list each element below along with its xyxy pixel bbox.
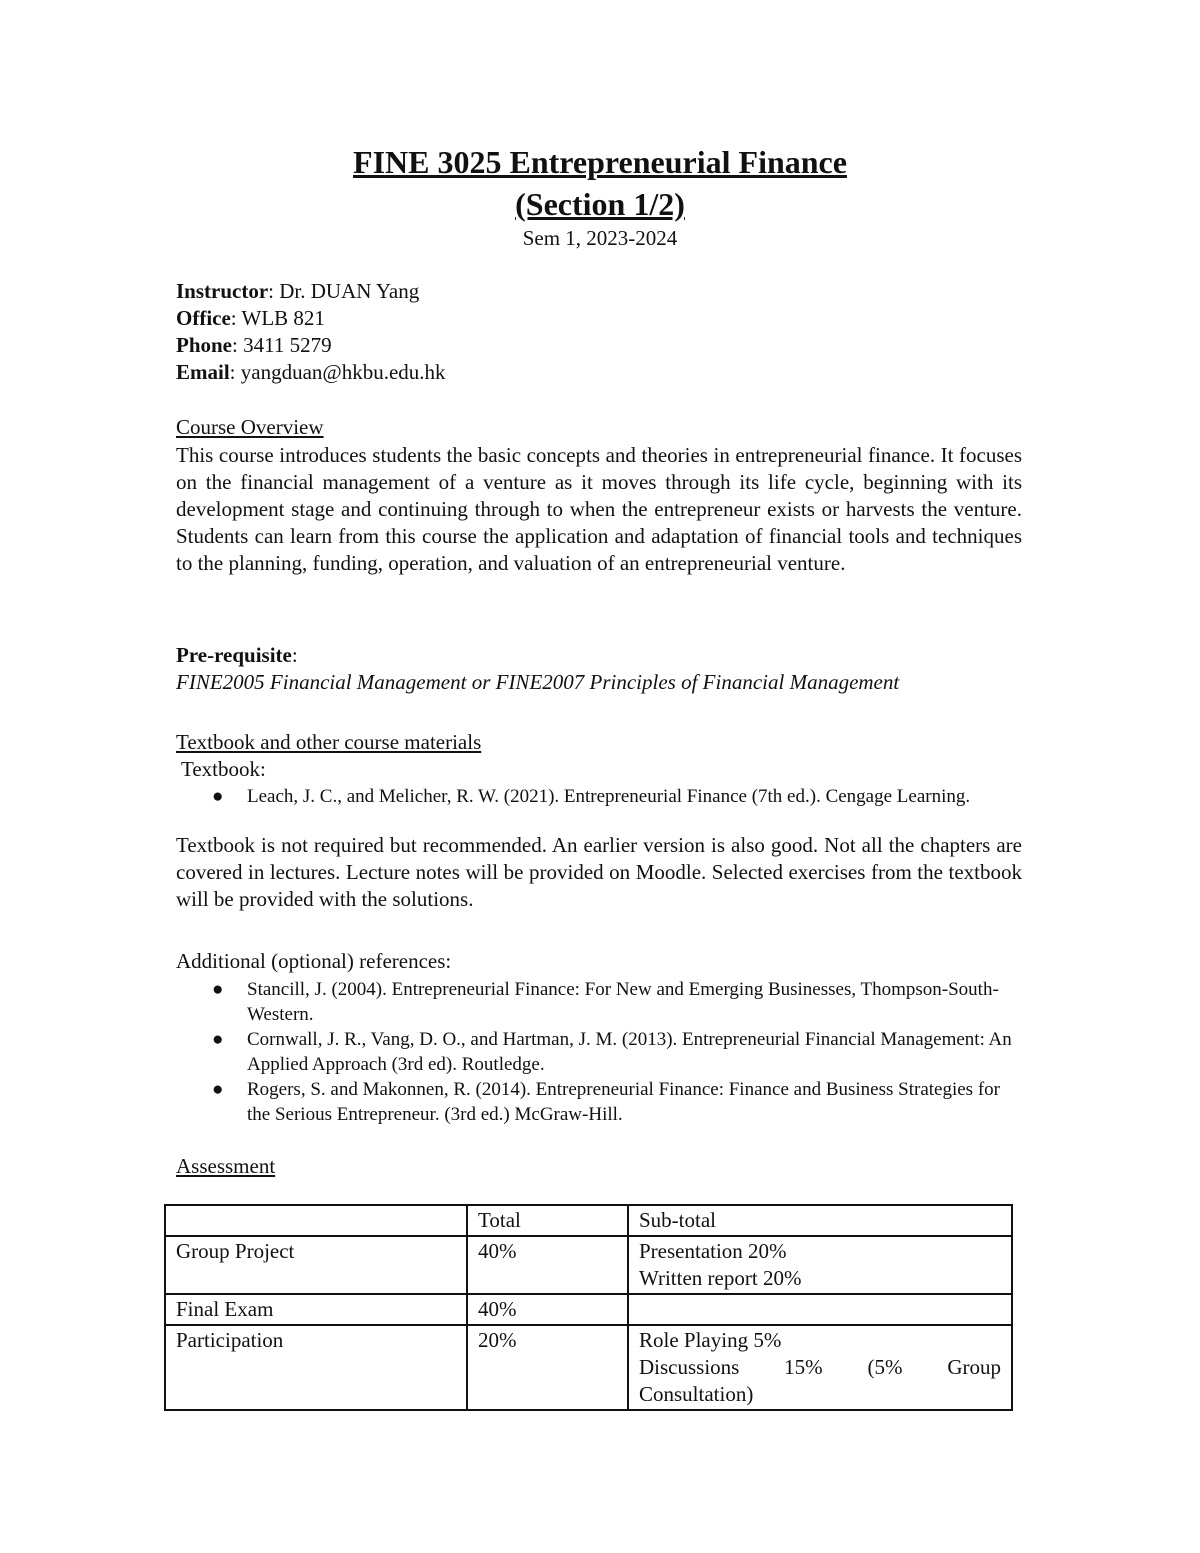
prerequisite-colon: :: [291, 643, 298, 667]
reference-item: ● Cornwall, J. R., Vang, D. O., and Hartman, J. M. (2013). Entrepreneurial Financial Management: An Applied Approach (3rd ed). Routledge.: [212, 1029, 1012, 1075]
bullet-icon: ●: [212, 979, 224, 1000]
references-label: Additional (optional) references:: [176, 949, 452, 973]
instructor-line: [176, 278, 419, 305]
table-row: [165, 1325, 1012, 1410]
prerequisite-text: FINE2005 Financial Management or FINE2007 Principles of Financial Management: [176, 670, 900, 694]
course-overview-text: This course introduces students the basic concepts and theories in entrepreneurial finance. It focuses on the financial management of a venture as it moves through its life cycle, beginning with its development stage and continuing through to when the entrepreneur exists or harvests the venture. Students can learn from this course the application and adaptation of financial tools and techniques to the planning, funding, operation, and valuation of an entrepreneurial venture.: [176, 443, 1022, 575]
assessment-heading: Assessment: [176, 1154, 276, 1178]
table-cell-component: Final Exam: [165, 1294, 467, 1325]
phone-line: [176, 332, 332, 359]
table-cell-subtotal: [628, 1294, 1012, 1325]
semester: Sem 1, 2023-2024: [522, 226, 678, 250]
table-cell-subtotal: Presentation 20% Written report 20%: [628, 1236, 1012, 1294]
bullet-icon: ●: [212, 786, 224, 807]
email-label: Email: [176, 360, 230, 384]
reference-item: ● Stancill, J. (2004). Entrepreneurial Finance: For New and Emerging Businesses, Thompson-South-Western.: [212, 979, 999, 1025]
course-title: FINE 3025 Entrepreneurial Finance: [353, 144, 847, 180]
office-value: : WLB 821: [230, 306, 325, 330]
reference-item: ● Rogers, S. and Makonnen, R. (2014). Entrepreneurial Finance: Finance and Business Strategies for the Serious Entrepreneur. (3rd ed.) McGraw-Hill.: [212, 1079, 1000, 1125]
course-section: (Section 1/2): [515, 186, 685, 222]
prerequisite-line: [176, 642, 1022, 669]
table-cell-total: 40%: [467, 1236, 628, 1294]
table-header-cell: [165, 1205, 467, 1236]
instructor-value: : Dr. DUAN Yang: [268, 279, 420, 303]
phone-label: Phone: [176, 333, 233, 357]
email-line: [176, 359, 446, 386]
table-row: [165, 1236, 1012, 1294]
table-cell-total: 40%: [467, 1294, 628, 1325]
textbook-item: ● Leach, J. C., and Melicher, R. W. (2021). Entrepreneurial Finance (7th ed.). Cengage Learning.: [212, 786, 971, 807]
bullet-icon: ●: [212, 1079, 224, 1100]
table-cell-subtotal: Role Playing 5% Discussions 15% (5% Group Consultation): [628, 1325, 1012, 1410]
table-cell-total: 20%: [467, 1325, 628, 1410]
table-header-row: [165, 1205, 1012, 1236]
table-header-cell: Total: [467, 1205, 628, 1236]
table-cell-component: Group Project: [165, 1236, 467, 1294]
office-label: Office: [176, 306, 231, 330]
table-row: [165, 1294, 1012, 1325]
assessment-table: [164, 1204, 1013, 1411]
bullet-icon: ●: [212, 1029, 224, 1050]
textbook-label: Textbook:: [181, 757, 266, 781]
email-value: : yangduan@hkbu.edu.hk: [229, 360, 446, 384]
course-overview-heading: Course Overview: [176, 415, 324, 439]
instructor-label: Instructor: [176, 279, 269, 303]
textbook-list: [176, 784, 1022, 809]
references-list: [176, 977, 1022, 1127]
textbook-note: Textbook is not required but recommended. An earlier version is also good. Not all the chapters are covered in lectures. Lecture notes will be provided on Moodle. Selected exercises from the textbook will be provided with the solutions.: [176, 833, 1022, 911]
table-header-cell: Sub-total: [628, 1205, 1012, 1236]
prerequisite-label: Pre-requisite: [176, 643, 292, 667]
table-cell-component: Participation: [165, 1325, 467, 1410]
office-line: [176, 305, 325, 332]
textbook-heading: Textbook and other course materials: [176, 730, 482, 754]
phone-value: : 3411 5279: [232, 333, 332, 357]
